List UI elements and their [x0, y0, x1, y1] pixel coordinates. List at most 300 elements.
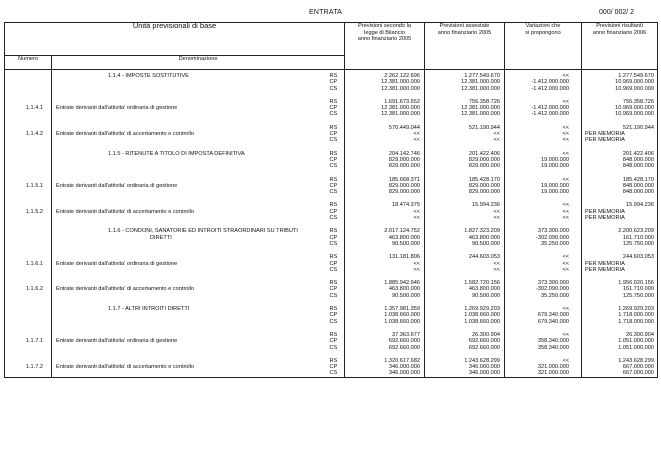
row-denominazione-text: Entrate derivanti dall'attivita' di accertamento e controllo — [56, 131, 195, 138]
row-variazioni-value: 373.300.000 — [537, 280, 570, 287]
row-previsioni-assestate-value: 829.000.000 — [468, 156, 501, 163]
row-numero — [5, 351, 52, 377]
row-kind — [329, 195, 345, 221]
row-numero — [5, 170, 52, 196]
row-variazioni — [505, 351, 582, 377]
row-previsioni-risultanti-value: PER MEMORIA — [585, 208, 625, 215]
row-previsioni-bilancio-value: << — [413, 266, 421, 273]
table-row — [5, 92, 658, 118]
header-col1-line2: legge di Bilancio — [364, 29, 405, 36]
row-kind-value: CP — [329, 79, 338, 86]
header-col1-line3: anno finanziario 2005 — [357, 36, 412, 43]
row-denominazione — [52, 351, 329, 377]
row-previsioni-bilancio-value: 204.142.746 — [388, 150, 421, 157]
row-variazioni-value: << — [562, 208, 570, 215]
row-variazioni — [505, 247, 582, 273]
row-previsioni-risultanti-value: 1.718.000.000 — [618, 318, 655, 325]
row-variazioni — [505, 144, 582, 170]
row-previsioni-assestate-value: 756.358.726 — [468, 98, 501, 105]
row-denominazione — [52, 170, 329, 196]
row-variazioni-value: -1.412.000.000 — [531, 79, 570, 86]
row-previsioni-bilancio-value: 692.660.000 — [388, 344, 421, 351]
row-previsioni-assestate-value: 244.603.053 — [468, 254, 501, 261]
row-previsioni-assestate — [425, 299, 505, 325]
row-numero — [5, 247, 52, 273]
row-previsioni-risultanti-value: PER MEMORIA — [585, 215, 625, 222]
row-previsioni-assestate-value: 1.269.929.203 — [464, 306, 501, 313]
row-previsioni-assestate-value: 346.000.000 — [468, 370, 501, 377]
row-numero-text: 1.1.5.2 — [25, 208, 43, 215]
row-variazioni-value: << — [562, 98, 570, 105]
budget-table — [4, 22, 658, 378]
row-variazioni — [505, 195, 582, 221]
row-previsioni-bilancio-value: 1.885.942.946 — [384, 280, 421, 287]
row-previsioni-assestate — [425, 92, 505, 118]
row-previsioni-risultanti-value: 26.300.904 — [626, 331, 655, 338]
row-previsioni-risultanti — [582, 144, 658, 170]
row-previsioni-bilancio-value: 1.320.617.682 — [384, 357, 421, 364]
row-previsioni-bilancio-value: 829.000.000 — [388, 189, 421, 196]
row-previsioni-risultanti-value: 125.750.000 — [622, 240, 655, 247]
row-previsioni-assestate — [425, 221, 505, 247]
row-numero — [5, 195, 52, 221]
row-previsioni-risultanti-value: 125.750.000 — [622, 292, 655, 299]
row-previsioni-risultanti-value: 10.969.000.000 — [615, 111, 655, 118]
row-previsioni-assestate-value: 692.660.000 — [468, 344, 501, 351]
row-kind — [329, 92, 345, 118]
row-previsioni-assestate — [425, 144, 505, 170]
row-previsioni-risultanti-value: 848.000.000 — [622, 182, 655, 189]
header-col-previsioni-assestate — [425, 23, 505, 70]
row-previsioni-assestate — [425, 325, 505, 351]
row-denominazione-text: Entrate derivanti dall'attivita' ordinaria di gestione — [56, 260, 178, 267]
row-variazioni-value: -1.412.000.000 — [531, 85, 570, 92]
row-denominazione-text: 1.1.6 - CONDONI, SANATORIE ED INTROITI STRAORDINARI SU TRIBUTI — [108, 228, 298, 235]
row-kind — [329, 273, 345, 299]
row-variazioni-value: -302.090.000 — [536, 286, 570, 293]
row-variazioni — [505, 92, 582, 118]
row-numero-text: 1.1.6.2 — [25, 286, 43, 293]
row-denominazione — [52, 273, 329, 299]
table-row — [5, 221, 658, 247]
row-previsioni-bilancio-value: 829.000.000 — [388, 163, 421, 170]
header-col3-line2: si propongono — [525, 29, 561, 36]
row-kind-value: CP — [329, 156, 338, 163]
row-kind — [329, 351, 345, 377]
row-previsioni-bilancio — [345, 92, 425, 118]
table-row — [5, 70, 658, 92]
row-previsioni-bilancio-value: 12.381.000.000 — [381, 85, 421, 92]
row-variazioni-value: << — [562, 150, 570, 157]
row-variazioni-value: << — [562, 331, 570, 338]
row-numero-text: 1.1.4.2 — [25, 131, 43, 138]
row-numero-text: 1.1.5.1 — [25, 182, 43, 189]
row-previsioni-risultanti-value: 161.710.000 — [622, 286, 655, 293]
row-kind-value: CS — [329, 266, 338, 273]
row-previsioni-bilancio — [345, 144, 425, 170]
row-variazioni-value: 679.340.000 — [537, 312, 570, 319]
row-previsioni-risultanti-value: 15.994.236 — [626, 202, 655, 209]
row-previsioni-bilancio-value: 463.800.000 — [388, 286, 421, 293]
row-previsioni-risultanti — [582, 299, 658, 325]
row-previsioni-bilancio-value: << — [413, 215, 421, 222]
row-numero — [5, 70, 52, 92]
row-previsioni-risultanti-value: 1.051.000.000 — [618, 338, 655, 345]
row-denominazione-text: Entrate derivanti dall'attivita' ordinaria di gestione — [56, 182, 178, 189]
row-variazioni — [505, 221, 582, 247]
row-previsioni-bilancio-value: << — [413, 208, 421, 215]
row-previsioni-risultanti-value: 1.269.929.203 — [618, 306, 655, 313]
row-variazioni-value: << — [562, 260, 570, 267]
row-previsioni-bilancio-value: 829.000.000 — [388, 156, 421, 163]
header-col4-line1: Previsioni risultanti — [596, 23, 643, 29]
row-variazioni — [505, 325, 582, 351]
row-previsioni-risultanti — [582, 195, 658, 221]
row-previsioni-assestate-value: 829.000.000 — [468, 163, 501, 170]
row-previsioni-risultanti-value: 161.710.000 — [622, 234, 655, 241]
row-previsioni-risultanti — [582, 247, 658, 273]
row-previsioni-assestate-value: << — [493, 137, 501, 144]
table-body — [5, 70, 658, 378]
row-previsioni-assestate-value: 1.582.720.156 — [464, 280, 501, 287]
row-previsioni-assestate-value: 90.500.000 — [472, 240, 501, 247]
row-previsioni-risultanti-value: PER MEMORIA — [585, 260, 625, 267]
header-col3-line1: Variazioni che — [525, 23, 561, 29]
row-previsioni-assestate-value: << — [493, 260, 501, 267]
row-previsioni-assestate-value: 12.381.000.000 — [461, 105, 501, 112]
row-variazioni — [505, 70, 582, 92]
row-previsioni-risultanti — [582, 273, 658, 299]
row-previsioni-bilancio-value: 90.500.000 — [392, 292, 421, 299]
row-previsioni-bilancio-value: 12.381.000.000 — [381, 111, 421, 118]
header-col-previsioni-bilancio — [345, 23, 425, 70]
row-variazioni-value: << — [562, 254, 570, 261]
row-previsioni-assestate — [425, 351, 505, 377]
row-previsioni-risultanti-value: 244.603.053 — [622, 254, 655, 261]
row-kind — [329, 325, 345, 351]
row-previsioni-bilancio-value: 12.381.000.000 — [381, 79, 421, 86]
row-previsioni-risultanti-value: 2.200.623.209 — [618, 228, 655, 235]
row-denominazione — [52, 299, 329, 325]
row-previsioni-bilancio-value: 570.449.044 — [388, 124, 421, 131]
row-previsioni-assestate-value: << — [493, 215, 501, 222]
row-kind-value: CP — [329, 105, 338, 112]
header-col1-line1: Previsioni secondo la — [358, 23, 411, 29]
header-col-previsioni-risultanti — [582, 23, 658, 70]
row-previsioni-bilancio-value: 829.000.000 — [388, 182, 421, 189]
header-col2-line2: anno finanziario 2005 — [437, 29, 492, 36]
table-row — [5, 299, 658, 325]
row-denominazione — [52, 70, 329, 92]
row-variazioni-value: << — [562, 131, 570, 138]
row-variazioni-value: << — [562, 215, 570, 222]
header-col4-line2: anno finanziario 2006 — [592, 29, 647, 36]
table-row — [5, 273, 658, 299]
row-previsioni-risultanti-value: 1.051.000.000 — [618, 344, 655, 351]
row-numero — [5, 273, 52, 299]
row-previsioni-assestate-value: 26.300.904 — [472, 331, 501, 338]
row-previsioni-bilancio-value: << — [413, 137, 421, 144]
row-previsioni-bilancio — [345, 195, 425, 221]
row-kind-value: CS — [329, 137, 338, 144]
row-previsioni-bilancio-value: 1.038.660.000 — [384, 318, 421, 325]
row-variazioni-value: << — [562, 306, 570, 313]
row-previsioni-risultanti-value: 10.969.000.000 — [615, 105, 655, 112]
row-kind-value: RS — [329, 280, 338, 287]
row-numero-text: 1.1.6.1 — [25, 260, 43, 267]
row-kind-value: CS — [329, 318, 338, 325]
row-kind — [329, 299, 345, 325]
row-previsioni-assestate-value: 15.994.236 — [472, 202, 501, 209]
row-numero-text: 1.1.7.2 — [25, 364, 43, 371]
header-col2-line1: Previsioni assestate — [439, 23, 490, 29]
row-kind — [329, 170, 345, 196]
row-previsioni-bilancio-value: 18.474.375 — [392, 202, 421, 209]
row-variazioni-value: 19.000.000 — [541, 163, 570, 170]
row-numero — [5, 299, 52, 325]
row-previsioni-assestate-value: 463.800.000 — [468, 234, 501, 241]
row-previsioni-risultanti-value: PER MEMORIA — [585, 266, 625, 273]
row-variazioni-value: << — [562, 176, 570, 183]
row-variazioni-value: -1.412.000.000 — [531, 105, 570, 112]
row-kind-value: RS — [329, 150, 338, 157]
row-kind-value: CS — [329, 292, 338, 299]
row-variazioni — [505, 118, 582, 144]
table-row — [5, 144, 658, 170]
table-row — [5, 118, 658, 144]
row-kind-value: CS — [329, 111, 338, 118]
row-denominazione — [52, 325, 329, 351]
row-numero-text: 1.1.4.1 — [25, 105, 43, 112]
row-denominazione-text: 1.1.5 - RITENUTE A TITOLO DI IMPOSTA DEFINITIVA — [108, 150, 245, 157]
row-previsioni-risultanti-value: 1.243.628.299 — [618, 357, 655, 364]
row-previsioni-risultanti-value: PER MEMORIA — [585, 137, 625, 144]
row-variazioni-value: << — [562, 124, 570, 131]
row-kind-value: RS — [329, 228, 338, 235]
row-kind-value: RS — [329, 176, 338, 183]
row-previsioni-risultanti-value: 185.428.170 — [622, 176, 655, 183]
row-previsioni-assestate-value: 829.000.000 — [468, 182, 501, 189]
row-kind-value: RS — [329, 357, 338, 364]
row-variazioni-value: << — [562, 202, 570, 209]
row-previsioni-assestate — [425, 195, 505, 221]
row-denominazione-text: Entrate derivanti dall'attivita' ordinaria di gestione — [56, 338, 178, 345]
row-previsioni-bilancio-value: << — [413, 131, 421, 138]
row-numero — [5, 221, 52, 247]
row-previsioni-assestate-value: << — [493, 208, 501, 215]
row-denominazione — [52, 195, 329, 221]
table-row — [5, 325, 658, 351]
row-previsioni-risultanti-value: 1.956.020.156 — [618, 280, 655, 287]
row-kind-value: RS — [329, 202, 338, 209]
row-previsioni-bilancio — [345, 247, 425, 273]
row-previsioni-risultanti — [582, 351, 658, 377]
row-previsioni-assestate-value: 12.381.000.000 — [461, 85, 501, 92]
row-variazioni-value: 321.000.000 — [537, 364, 570, 371]
row-kind-value: RS — [329, 306, 338, 313]
row-denominazione — [52, 247, 329, 273]
row-previsioni-bilancio-value: 37.363.677 — [392, 331, 421, 338]
row-variazioni-value: 358.340.000 — [537, 344, 570, 351]
row-kind — [329, 144, 345, 170]
row-denominazione-text: 1.1.4 - IMPOSTE SOSTITUTIVE — [108, 73, 189, 79]
row-previsioni-assestate — [425, 170, 505, 196]
row-previsioni-bilancio — [345, 170, 425, 196]
row-denominazione-text: Entrate derivanti dall'attivita' di accertamento e controllo — [56, 286, 195, 293]
header-denominazione: Denominazione — [52, 56, 345, 70]
row-denominazione-text: Entrate derivanti dall'attivita' di accertamento e controllo — [56, 208, 195, 215]
row-previsioni-bilancio — [345, 70, 425, 92]
row-previsioni-assestate-value: 1.827.323.209 — [464, 228, 501, 235]
row-previsioni-risultanti-value: 848.000.000 — [622, 156, 655, 163]
row-previsioni-risultanti-value: 1.718.000.000 — [618, 312, 655, 319]
row-previsioni-assestate-value: 1.038.660.000 — [464, 318, 501, 325]
row-previsioni-risultanti-value: 201.422.406 — [622, 150, 655, 157]
table-row — [5, 170, 658, 196]
row-variazioni-value: 358.340.000 — [537, 338, 570, 345]
row-previsioni-bilancio-value: 185.668.371 — [388, 176, 421, 183]
row-variazioni-value: 679.340.000 — [537, 318, 570, 325]
row-variazioni-value: 35.250.000 — [541, 240, 570, 247]
row-variazioni-value: << — [562, 266, 570, 273]
row-previsioni-risultanti-value: 1.277.549.670 — [618, 73, 655, 79]
row-kind-value: RS — [329, 98, 338, 105]
row-previsioni-risultanti — [582, 325, 658, 351]
row-variazioni-value: 19.000.000 — [541, 182, 570, 189]
row-variazioni-value: 373.300.000 — [537, 228, 570, 235]
row-variazioni — [505, 273, 582, 299]
row-previsioni-assestate-value: 201.422.406 — [468, 150, 501, 157]
row-kind-value: CP — [329, 286, 338, 293]
row-previsioni-assestate-value: 463.800.000 — [468, 286, 501, 293]
header-unita: Unità previsionali di base — [5, 23, 345, 56]
row-variazioni-value: << — [562, 357, 570, 364]
row-kind-value: CP — [329, 312, 338, 319]
row-previsioni-bilancio-value: 1.357.981.359 — [384, 306, 421, 313]
row-kind-value: CP — [329, 208, 338, 215]
row-previsioni-risultanti-value: 848.000.000 — [622, 163, 655, 170]
row-previsioni-bilancio — [345, 273, 425, 299]
row-numero — [5, 325, 52, 351]
row-previsioni-bilancio-value: << — [413, 260, 421, 267]
row-variazioni-value: 321.000.000 — [537, 370, 570, 377]
row-kind-value: RS — [329, 124, 338, 131]
row-previsioni-bilancio-value: 463.800.000 — [388, 234, 421, 241]
row-numero — [5, 118, 52, 144]
row-previsioni-risultanti — [582, 170, 658, 196]
row-denominazione-text-2: DIRETTI — [150, 234, 172, 241]
row-previsioni-assestate-value: 12.381.000.000 — [461, 79, 501, 86]
row-previsioni-bilancio-value: 1.691.673.652 — [384, 98, 421, 105]
row-variazioni — [505, 170, 582, 196]
row-kind — [329, 70, 345, 92]
row-previsioni-bilancio-value: 131.181.806 — [388, 254, 421, 261]
row-previsioni-assestate-value: << — [493, 131, 501, 138]
row-previsioni-assestate — [425, 118, 505, 144]
row-previsioni-assestate-value: 12.381.000.000 — [461, 111, 501, 118]
row-kind-value: RS — [329, 331, 338, 338]
row-kind-value: CS — [329, 189, 338, 196]
header-numero: Numero — [5, 56, 52, 70]
row-kind-value: CS — [329, 85, 338, 92]
row-previsioni-assestate — [425, 273, 505, 299]
row-previsioni-risultanti — [582, 118, 658, 144]
row-previsioni-bilancio-value: 1.038.660.000 — [384, 312, 421, 319]
row-previsioni-risultanti-value: 667.000.000 — [622, 364, 655, 371]
row-variazioni-value: 19.000.000 — [541, 156, 570, 163]
row-denominazione — [52, 118, 329, 144]
table-row — [5, 247, 658, 273]
row-variazioni-value: 19.000.000 — [541, 189, 570, 196]
table-row — [5, 195, 658, 221]
row-kind-value: CS — [329, 240, 338, 247]
row-previsioni-assestate-value: 692.660.000 — [468, 338, 501, 345]
row-previsioni-bilancio — [345, 118, 425, 144]
row-kind-value: CP — [329, 338, 338, 345]
row-kind-value: CS — [329, 215, 338, 222]
row-previsioni-risultanti-value: 10.969.000.000 — [615, 85, 655, 92]
row-previsioni-bilancio — [345, 351, 425, 377]
table-row — [5, 351, 658, 377]
row-denominazione — [52, 144, 329, 170]
row-previsioni-risultanti-value: 667.000.000 — [622, 370, 655, 377]
row-variazioni — [505, 299, 582, 325]
row-kind-value: RS — [329, 254, 338, 261]
row-previsioni-assestate — [425, 247, 505, 273]
row-variazioni-value: -1.412.000.000 — [531, 111, 570, 118]
row-kind — [329, 118, 345, 144]
row-kind-value: CP — [329, 234, 338, 241]
row-variazioni-value: 35.250.000 — [541, 292, 570, 299]
row-numero-text: 1.1.7.1 — [25, 338, 43, 345]
row-kind-value: CS — [329, 344, 338, 351]
row-previsioni-risultanti — [582, 221, 658, 247]
row-previsioni-assestate-value: 1.038.660.000 — [464, 312, 501, 319]
row-previsioni-bilancio-value: 346.000.000 — [388, 370, 421, 377]
row-kind-value: CP — [329, 182, 338, 189]
row-kind-value: CP — [329, 260, 338, 267]
row-previsioni-assestate-value: 185.428.170 — [468, 176, 501, 183]
row-variazioni-value: -302.090.000 — [536, 234, 570, 241]
row-previsioni-bilancio-value: 12.381.000.000 — [381, 105, 421, 112]
row-previsioni-bilancio — [345, 221, 425, 247]
row-previsioni-bilancio-value: 346.000.000 — [388, 364, 421, 371]
row-previsioni-bilancio-value: 692.660.000 — [388, 338, 421, 345]
row-previsioni-risultanti-value: 10.969.000.000 — [615, 79, 655, 86]
row-previsioni-assestate-value: 1.243.628.299 — [464, 357, 501, 364]
row-kind-value: RS — [329, 73, 338, 79]
row-kind-value: CP — [329, 131, 338, 138]
row-denominazione-text: Entrate derivanti dall'attivita' ordinaria di gestione — [56, 105, 178, 112]
row-kind-value: CS — [329, 163, 338, 170]
row-previsioni-assestate-value: 346.000.000 — [468, 364, 501, 371]
row-denominazione — [52, 221, 329, 247]
row-previsioni-assestate-value: 521.190.944 — [468, 124, 501, 131]
row-kind — [329, 247, 345, 273]
row-kind — [329, 221, 345, 247]
row-previsioni-assestate-value: 90.500.000 — [472, 292, 501, 299]
row-previsioni-assestate-value: 1.277.549.670 — [464, 73, 501, 79]
row-variazioni-value: << — [562, 137, 570, 144]
row-previsioni-risultanti-value: PER MEMORIA — [585, 131, 625, 138]
row-denominazione-text: Entrate derivanti dall'attivita' di accertamento e controllo — [56, 364, 195, 371]
row-denominazione-text: 1.1.7 - ALTRI INTROITI DIRETTI — [108, 306, 190, 313]
row-previsioni-risultanti — [582, 92, 658, 118]
page-number: 000/ 002/ 2 — [599, 9, 635, 16]
row-previsioni-bilancio-value: 2.262.122.696 — [384, 73, 421, 79]
row-previsioni-assestate-value: << — [493, 266, 501, 273]
row-previsioni-bilancio — [345, 325, 425, 351]
